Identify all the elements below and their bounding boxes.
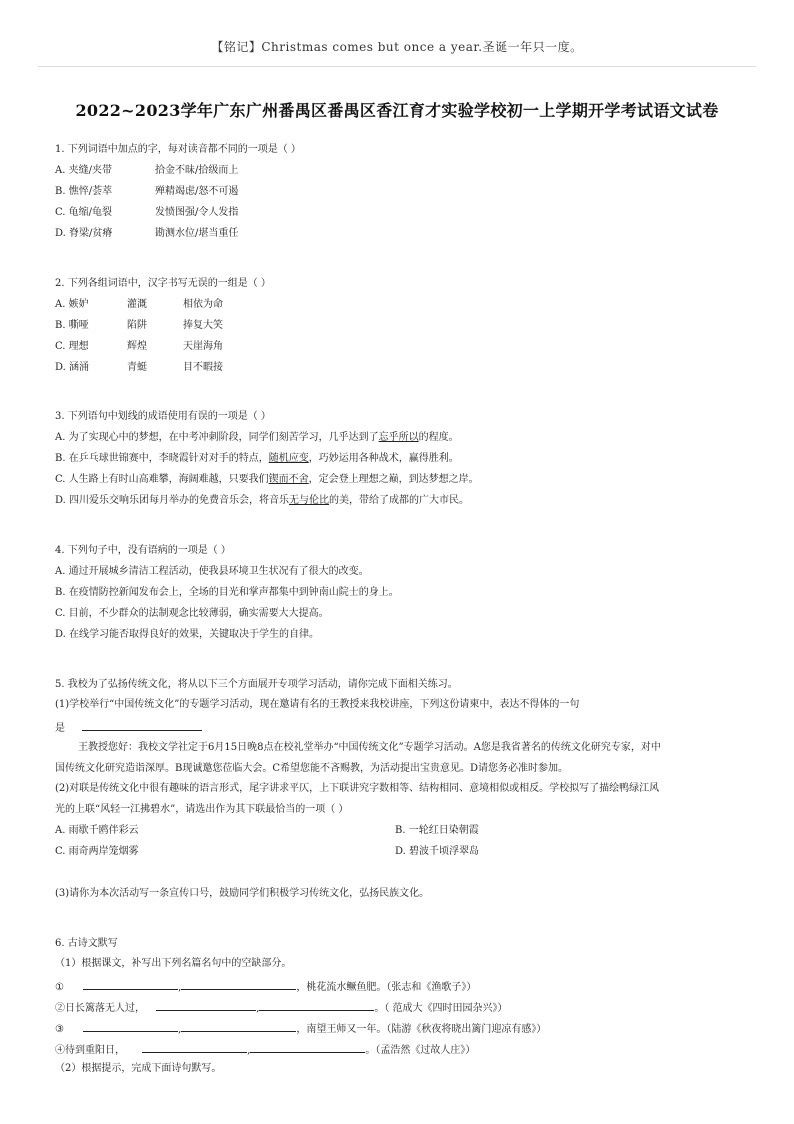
q6-sub1: （1）根据课文，补写出下列名篇名句中的空缺部分。 [55,958,292,969]
q2-option-d-word2: 目不暇接 [183,362,223,373]
q6-line-1-blank-1[interactable] [83,978,178,990]
q5-part1-line1: (1)学校举行“中国传统文化”的专题学习活动，现在邀请有名的王教授来我校讲座，下列这份请柬中，表达不得体的一句 [55,699,580,710]
q2-option-c-word1: 辉煌 [127,341,147,352]
q6-line-3-comma: , [178,1024,182,1035]
q6-line-2-tail: 。（ 范成大《四时田园杂兴》） [374,1003,508,1014]
q3-option-c [55,473,479,487]
q6-line-4-comma: , [247,1045,251,1056]
q2-option-b-word2: 捧复大笑 [183,320,223,331]
q1-option-a-words: 拾金不昧/拾级而上 [155,165,239,176]
q6-line-1-tail: ，桃花流水鳜鱼肥。（张志和《渔歌子》） [296,982,477,993]
question-5-stem: 5. 我校为了弘扬传统文化，将从以下三个方面展开专项学习活动，请你完成下面相关练习。 [55,679,458,690]
q3-option-b-text: B. 在乒乓球世锦赛中，李晓霞针对对手的特点， [55,453,269,464]
q6-line-2-comma: , [256,1003,260,1014]
q3-option-d [55,494,469,508]
q4-option-d: D. 在线学习能否取得良好的效果，关键取决于学生的自律。 [55,629,320,640]
page-title: 2022~2023学年广东广州番禺区番禺区香江育才实验学校初一上学期开学考试语文试卷 [75,101,719,120]
q3-option-b [55,452,459,466]
q2-option-d-word1: 青蜓 [127,362,147,373]
q6-line-4-blank-2[interactable] [250,1041,365,1053]
q2-option-b-label: B. 嘶哑 [55,320,89,331]
q6-line-1-blank-2[interactable] [181,978,296,990]
header-motto: 【铭记】Christmas comes but once a year.圣诞一年只一度。 [211,40,583,54]
q3-option-b-idiom: 随机应变 [268,453,309,464]
q3-option-b-tail: ，巧妙运用各种战术，赢得胜利。 [308,453,459,464]
q5-part1-line2 [55,719,202,736]
q3-option-d-text: D. 四川爱乐交响乐团每月举办的免费音乐会，将音乐 [55,495,290,506]
q6-line-3-num: ③ [55,1024,64,1035]
q3-option-d-idiom: 无与伦比 [289,495,330,506]
q6-line-3 [55,1020,546,1037]
q5-option-d: D. 碧波千顷浮翠岛 [395,846,480,857]
q1-option-c-label: C. 龟缩/龟裂 [55,207,113,218]
q6-line-1 [55,978,476,995]
question-2-stem: 2. 下列各组词语中，汉字书写无误的一组是（ ） [55,278,271,289]
q3-option-a [55,431,459,445]
q6-line-4 [55,1041,475,1058]
q1-option-b-words: 殚精竭虑/怒不可遏 [155,186,239,197]
q5-part1-lead: 是 [55,723,65,734]
q3-option-c-tail: ，定会登上理想之巅，到达梦想之岸。 [308,474,479,485]
q2-option-a-label: A. 嫉妒 [55,299,89,310]
q6-sub2: （2）根据提示，完成下面诗句默写。 [55,1063,222,1074]
q1-option-a-label: A. 夹缝/夹带 [55,165,112,176]
question-3-stem: 3. 下列语句中划线的成语使用有误的一项是（ ） [55,411,271,422]
q5-option-c: C. 雨奇两岸笼烟雾 [55,846,139,857]
q6-line-4-blank-1[interactable] [142,1041,247,1053]
q6-line-3-blank-1[interactable] [83,1020,178,1032]
question-6-stem: 6. 古诗文默写 [55,938,118,949]
q3-option-a-tail: 的程度。 [418,432,459,443]
q4-option-c: C. 目前，不少群众的法制观念比较薄弱，确实需要大大提高。 [55,608,329,619]
q6-line-3-blank-2[interactable] [181,1020,296,1032]
q2-option-c-word2: 天崖海角 [183,341,223,352]
q5-part2-line1: (2)对联是传统文化中很有趣味的语言形式，尾字讲求平仄，上下联讲究字数相等、结构相同、意境相似或相反。学校拟写了描绘鸭绿江风 [55,783,660,794]
q2-option-a-word1: 灌溉 [127,299,147,310]
q6-line-2-head: ②日长篱落无人过， [55,1003,145,1014]
q6-line-4-tail: 。（孟浩然《过故人庄》） [365,1045,476,1056]
q5-option-a: A. 雨歇千鸥伴彩云 [55,825,139,836]
q6-line-3-tail: ，南望王师又一年。（陆游《秋夜将晓出篱门迎凉有感》） [296,1024,547,1035]
q3-option-d-tail: 的美，带给了成都的广大市民。 [329,495,470,506]
q1-option-d-words: 勘测水位/堪当重任 [155,228,239,239]
question-4-stem: 4. 下列句子中，没有语病的一项是（ ） [55,545,231,556]
q2-option-c-label: C. 理想 [55,341,89,352]
q2-option-d-label: D. 涵涌 [55,362,90,373]
q3-option-a-idiom: 忘乎所以 [378,432,419,443]
q5-letter-line1: 王教授您好：我校文学社定于6月15日晚8点在校礼堂举办“中国传统文化”专题学习活动。A您是我省著名的传统文化研究专家，对中 [78,742,661,753]
q6-line-2-blank-2[interactable] [259,999,374,1011]
q5-letter-line2: 国传统文化研究造诣深厚。B现诚邀您莅临大会。C希望您能不吝赐教，为活动提出宝贵意见。D请您务必准时参加。 [55,763,569,774]
q6-line-2-blank-1[interactable] [156,999,256,1011]
q2-option-b-word1: 陷阱 [127,320,147,331]
q2-option-a-word2: 相依为命 [183,299,223,310]
q4-option-b: B. 在疫情防控新闻发布会上，全场的目光和掌声都集中到钟南山院士的身上。 [55,587,399,598]
q6-line-1-comma: , [178,982,182,993]
q5-option-b: B. 一轮红日染朝霞 [395,825,479,836]
header-divider [38,66,756,67]
q5-part2-line2: 光的上联“风轻一江拂碧水”，请选出作为其下联最恰当的一项（ ） [55,804,349,815]
q4-option-a: A. 通过开展城乡清洁工程活动，使我县环境卫生状况有了很大的改变。 [55,566,369,577]
q6-line-2 [55,999,508,1016]
q1-option-c-words: 发愤图强/令人发指 [155,207,239,218]
q1-option-b-label: B. 憔悴/荟萃 [55,186,113,197]
question-1-stem: 1. 下列词语中加点的字，每对读音都不同的一项是（ ） [55,144,301,155]
q5-part3: (3)请你为本次活动写一条宣传口号，鼓励同学们积极学习传统文化，弘扬民族文化。 [55,888,430,899]
q3-option-a-text: A. 为了实现心中的梦想，在中考冲刺阶段，同学们刻苦学习，几乎达到了 [55,432,379,443]
q3-option-c-text: C. 人生路上有时山高难攀，海阔难越，只要我们 [55,474,269,485]
q1-option-d-label: D. 脊梁/贫瘠 [55,228,113,239]
q5-part1-answer-blank[interactable] [82,719,202,731]
q6-line-4-head: ④待到重阳日， [55,1045,125,1056]
q6-line-1-num: ① [55,982,64,993]
q3-option-c-idiom: 锲而不舍 [268,474,309,485]
